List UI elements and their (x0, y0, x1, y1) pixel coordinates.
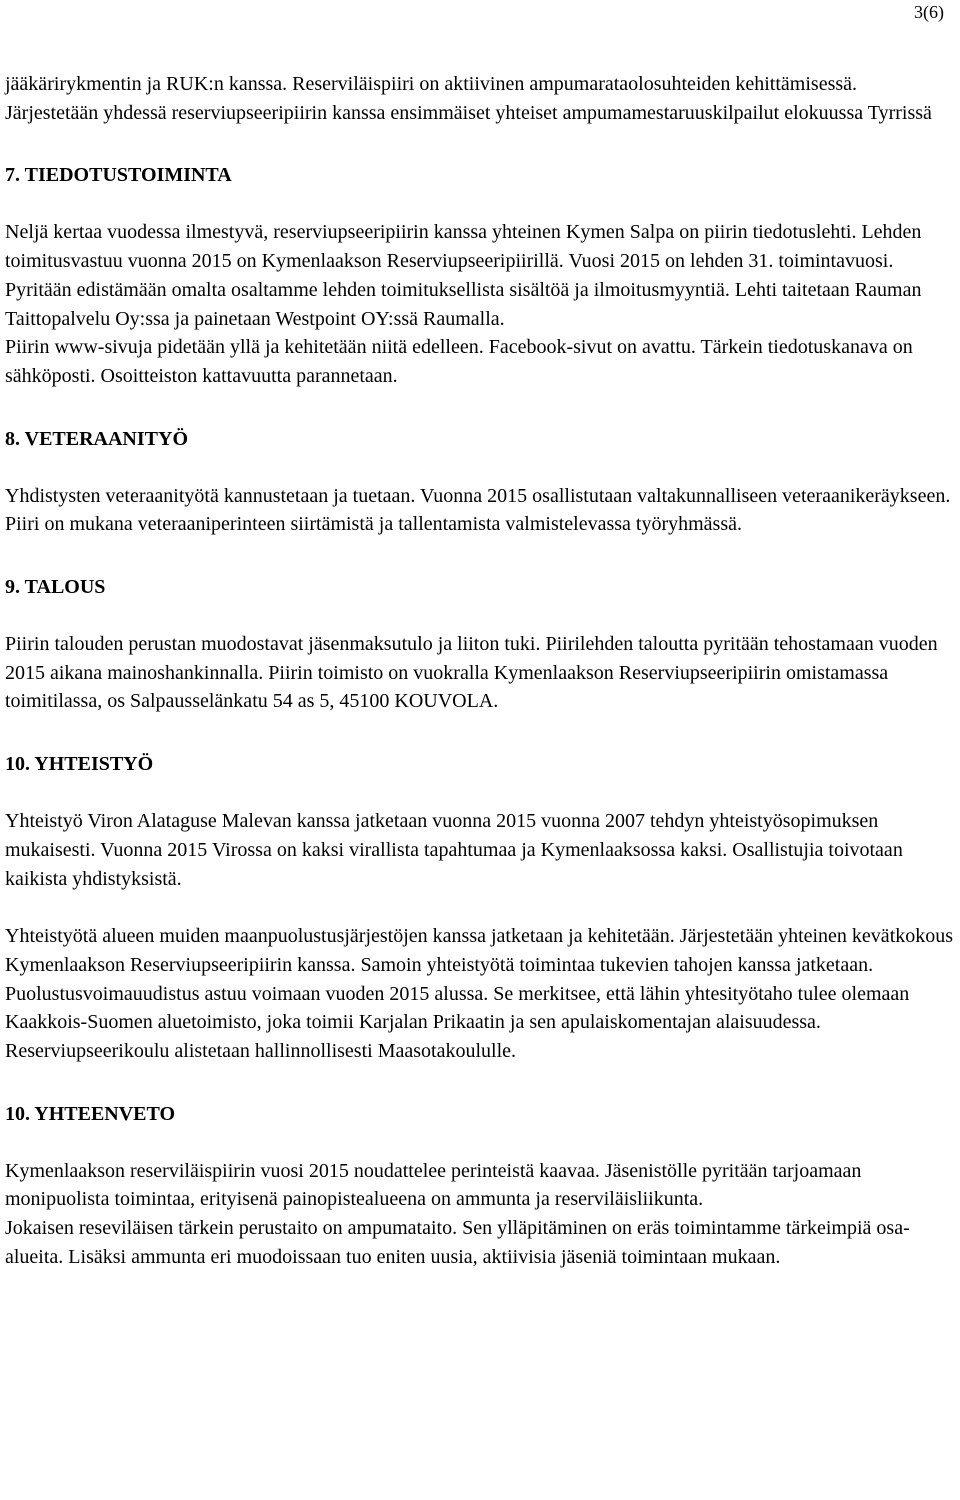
intro-paragraph-2: Järjestetään yhdessä reserviupseeripiirin kanssa ensimmäiset yhteiset ampumamestaruuskilpailut elokuussa Tyrrissä (5, 101, 932, 124)
section-heading-yhteistyo: 10. YHTEISTYÖ (5, 753, 154, 776)
section-paragraph: Yhdistysten veteraanityötä kannustetaan ja tuetaan. Vuonna 2015 osallistutaan valtakunnalliseen veteraanikeräykseen. Piiri on mukana veteraaniperinteen siirtämistä ja tallentamista valmistelevassa työryhmässä. (5, 484, 951, 536)
section-heading-talous: 9. TALOUS (5, 576, 106, 599)
section-heading-yhteenveto: 10. YHTEENVETO (5, 1102, 176, 1125)
section-paragraph: Piirin www-sivuja pidetään yllä ja kehitetään niitä edelleen. Facebook-sivut on avattu. Tärkein tiedotuskanava on sähköposti. Osoitteiston kattavuutta parannetaan. (5, 336, 913, 387)
section-paragraph: Piirin talouden perustan muodostavat jäsenmaksutulo ja liiton tuki. Piirilehden taloutta pyritään tehostamaan vuoden 2015 aikana mainoshankinnalla. Piirin toimisto on vuokralla Kymenlaakson Reserviupseeripiirin omistamassa toimitilassa, os Salpausselänkatu 54 as 5, 45100 KOUVOLA. (5, 633, 938, 713)
page-number: 3(6) (914, 2, 944, 22)
document-body (5, 70, 957, 1272)
section-heading-veteraanityo: 8. VETERAANITYÖ (5, 427, 188, 450)
intro-paragraph-1: jääkärirykmentin ja RUK:n kanssa. Reserviläispiiri on aktiivinen ampumarataolosuhteiden kehittämisessä. (5, 73, 858, 95)
section-paragraph: Yhteistyö Viron Alataguse Malevan kanssa jatketaan vuonna 2015 vuonna 2007 tehdyn yhteistyösopimuksen mukaisesti. Vuonna 2015 Virossa on kaksi virallista tapahtumaa ja Kymenlaaksossa kaksi. Osallistujia toivotaan kaikista yhdistyksistä. (5, 810, 903, 890)
section-paragraph: Yhteistyötä alueen muiden maanpuolustusjärjestöjen kanssa jatketaan ja kehitetään. Järjestetään yhteinen kevätkokous Kymenlaakson Reserviupseeripiirin kanssa. Samoin yhteistyötä toimintaa tukevien tahojen kanssa jatketaan. Puolustusvoimauudistus astuu voimaan vuoden 2015 alussa. Se merkitsee, että lähin yhtesityötaho tulee olemaan Kaakkois-Suomen aluetoimisto, joka toimii Karjalan Prikaatin ja sen apulaiskomentajan alaisuudessa. Reserviupseerikoulu alistetaan hallinnollisesti Maasotakoululle. (5, 925, 954, 1063)
section-paragraph: Kymenlaakson reserviläispiirin vuosi 2015 noudattelee perinteistä kaavaa. Jäsenistölle pyritään tarjoamaan monipuolista toimintaa, erityisenä painopistealueena on ammunta ja reserviläisliikunta. (5, 1159, 862, 1211)
section-heading-tiedotustoiminta: 7. TIEDOTUSTOIMINTA (5, 164, 232, 187)
section-paragraph: Neljä kertaa vuodessa ilmestyvä, reserviupseeripiirin kanssa yhteinen Kymen Salpa on piirin tiedotuslehti. Lehden toimitusvastuu vuonna 2015 on Kymenlaakson Reserviupseeripiirillä. Vuosi 2015 on lehden 31. toimintavuosi. Pyritään edistämään omalta osaltamme lehden toimituksellista sisältöä ja ilmoitusmyyntiä. Lehti taitetaan Rauman Taittopalvelu Oy:ssa ja painetaan Westpoint OY:ssä Raumalla. (5, 221, 922, 330)
section-paragraph: Jokaisen reseviläisen tärkein perustaito on ampumataito. Sen ylläpitäminen on eräs toimintamme tärkeimpiä osa-alueita. Lisäksi ammunta eri muodoissaan tuo eniten uusia, aktiivisia jäseniä toimintaan mukaan. (5, 1217, 910, 1268)
